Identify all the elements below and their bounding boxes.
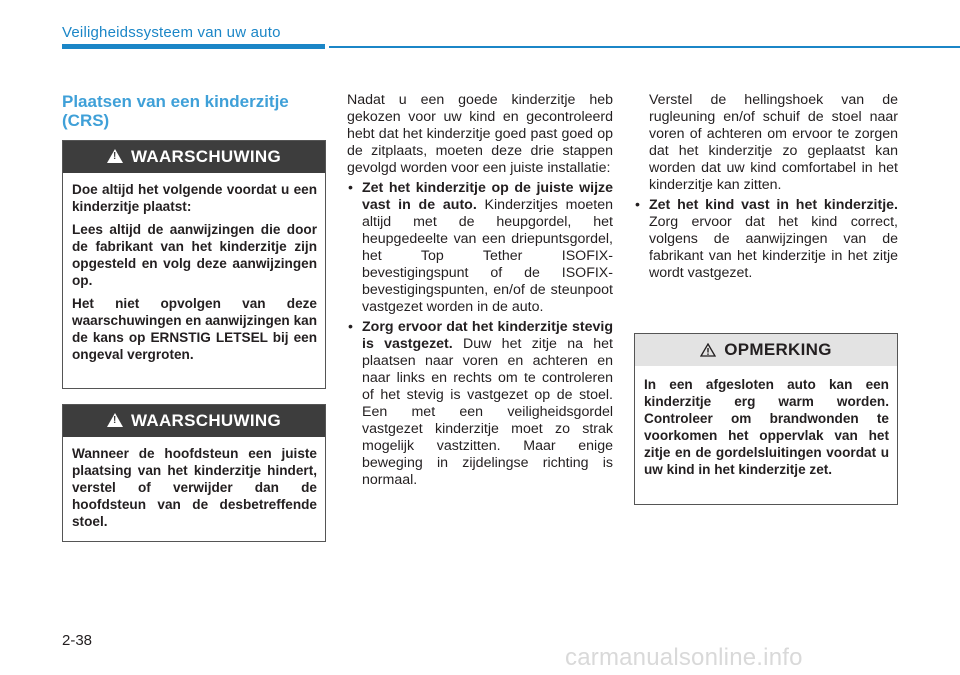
warning-label: WAARSCHUWING <box>131 147 281 166</box>
step-text: Zorg ervoor dat het kind correct, volgens de aanwijzingen van de fabrikant van het kinderzitje in het zitje wordt vastgezet. <box>649 214 898 281</box>
list-item <box>347 319 613 489</box>
page-number: 2-38 <box>62 632 93 649</box>
warning-header <box>63 141 325 173</box>
header-title: Veiligheidssysteem van uw auto <box>62 24 281 41</box>
warning-box-1 <box>62 140 326 389</box>
list-item <box>634 197 898 282</box>
note-header <box>635 334 897 366</box>
step-list <box>634 197 898 282</box>
warning-body <box>63 173 325 371</box>
caution-triangle-icon <box>700 343 716 357</box>
intro-paragraph: Verstel de hellingshoek van de rugleuning en/of schuif de stoel naar voren of achteren om ervoor te zorgen dat het kinderzitje zo geplaatst kan worden dat uw kind comfortabel in het kinderzitje kan zitten. <box>649 92 898 193</box>
warning-box-2 <box>62 404 326 542</box>
note-body <box>635 366 897 486</box>
body-column-2 <box>347 92 613 492</box>
watermark: carmanualsonline.info <box>565 644 803 671</box>
note-label: OPMERKING <box>724 340 832 359</box>
step-text: Kinderzitjes moeten altijd met de heupgordel, het heupgedeelte van een driepuntsgordel, het Top Tether ISOFIX-bevestigingspunt of de ISOFIX-bevestigingspunten, en/of de steunpoot vastgezet worden in de auto. <box>362 197 613 315</box>
step-text: Duw het zitje na het plaatsen naar voren en achteren en naar links en rechts om te controleren of het stevig is vastgezet op de stoel. Een met een veiligheidsgordel vastgezet kinderzitje moet zo strak mogelijk vastzitten. Maar enige beweging in zijdelingse richting is normaal. <box>362 336 613 488</box>
warning-triangle-icon <box>107 149 123 163</box>
warning-header <box>63 405 325 437</box>
step-heading: Zet het kind vast in het kinderzitje. <box>649 197 898 213</box>
warning-paragraph: Doe altijd het volgende voordat u een kinderzitje plaatst: <box>72 182 317 214</box>
intro-paragraph: Nadat u een goede kinderzitje heb gekozen voor uw kind en gecontroleerd hebt dat het kinderzitje goed past goed op de zitplaats, moeten deze drie stappen gevolgd worden voor een juiste installatie: <box>347 92 613 176</box>
warning-label: WAARSCHUWING <box>131 411 281 430</box>
header-rule <box>329 46 960 48</box>
warning-paragraph: Wanneer de hoofdsteun een juiste plaatsing van het kinderzitje hindert, verstel of verwijder dan de hoofdsteun van de desbetreffende stoel. <box>72 446 317 529</box>
header-accent-bar <box>62 44 325 49</box>
warning-body <box>63 437 325 538</box>
warning-triangle-icon <box>107 413 123 427</box>
warning-paragraph: Het niet opvolgen van deze waarschuwingen en aanwijzingen kan de kans op ERNSTIG LETSEL bij een ongeval vergroten. <box>72 296 317 362</box>
list-item <box>347 180 613 316</box>
note-box <box>634 333 898 505</box>
body-column-3 <box>634 92 898 285</box>
section-title: Plaatsen van een kinderzitje (CRS) <box>62 92 289 130</box>
step-heading: Zet het kinderzitje op de juiste wijze vast in de auto. <box>362 180 613 213</box>
warning-paragraph: Lees altijd de aanwijzingen die door de fabrikant van het kinderzitje zijn opgesteld en volg deze aanwijzingen op. <box>72 222 317 288</box>
step-list <box>347 180 613 489</box>
step-heading: Zorg ervoor dat het kinderzitje stevig is vastgezet. <box>362 319 613 352</box>
note-paragraph: In een afgesloten auto kan een kinderzitje erg warm worden. Controleer om brandwonden te voorkomen het oppervlak van het zitje en de gordelsluitingen voordat u uw kind in het kinderzitje zet. <box>644 377 889 477</box>
